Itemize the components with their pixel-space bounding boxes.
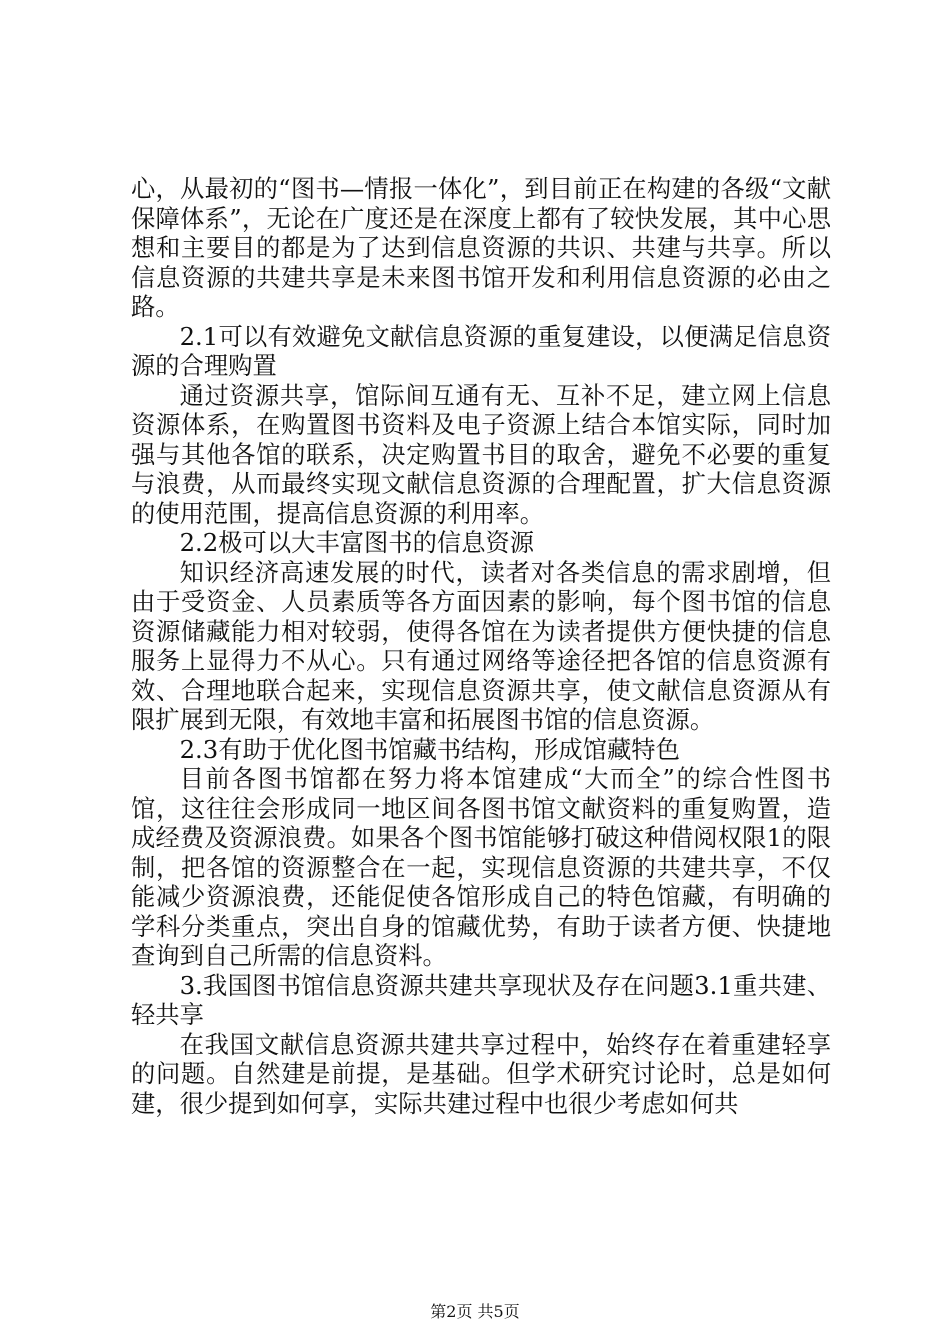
page-footer: 第2页 共5页 (430, 1302, 520, 1321)
section-heading-3: 3.我国图书馆信息资源共建共享现状及存在问题3.1重共建、轻共享 (131, 970, 831, 1029)
paragraph-2-3-body: 目前各图书馆都在努力将本馆建成“大而全”的综合性图书馆，这往往会形成同一地区间各图书馆文献资料的重复购置，造成经费及资源浪费。如果各个图书馆能够打破这种借阅权限1的限制，把各馆的资源整合在一起，实现信息资源的共建共享，不仅能减少资源浪费，还能促使各馆形成自己的特色馆藏，有明确的学科分类重点，突出自身的馆藏优势，有助于读者方便、快捷地查询到自己所需的信息资料。 (131, 764, 831, 970)
paragraph-continuation: 心，从最初的“图书—情报一体化”，到目前正在构建的各级“文献保障体系”，无论在广度还是在深度上都有了较快发展，其中心思想和主要目的都是为了达到信息资源的共识、共建与共享。所以信息资源的共建共享是未来图书馆开发和利用信息资源的必由之路。 (131, 174, 831, 321)
paragraph-3-1-body: 在我国文献信息资源共建共享过程中，始终存在着重建轻享的问题。自然建是前提，是基础。但学术研究讨论时，总是如何建，很少提到如何享，实际共建过程中也很少考虑如何共 (131, 1029, 831, 1118)
document-body (131, 174, 831, 1118)
section-heading-2-3: 2.3有助于优化图书馆藏书结构，形成馆藏特色 (179, 734, 680, 764)
section-heading-2-2: 2.2极可以大丰富图书的信息资源 (179, 528, 535, 557)
paragraph-2-2-body: 知识经济高速发展的时代，读者对各类信息的需求剧增，但由于受资金、人员素质等各方面因素的影响，每个图书馆的信息资源储藏能力相对较弱，使得各馆在为读者提供方便快捷的信息服务上显得力不从心。只有通过网络等途径把各馆的信息资源有效、合理地联合起来，实现信息资源共享，使文献信息资源从有限扩展到无限，有效地丰富和拓展图书馆的信息资源。 (131, 557, 831, 734)
paragraph-2-1-body: 通过资源共享，馆际间互通有无、互补不足，建立网上信息资源体系，在购置图书资料及电子资源上结合本馆实际，同时加强与其他各馆的联系，决定购置书目的取舍，避免不必要的重复与浪费，从而最终实现文献信息资源的合理配置，扩大信息资源的使用范围，提高信息资源的利用率。 (131, 380, 831, 528)
section-heading-2-1: 2.1可以有效避免文献信息资源的重复建设，以便满足信息资源的合理购置 (131, 321, 831, 380)
